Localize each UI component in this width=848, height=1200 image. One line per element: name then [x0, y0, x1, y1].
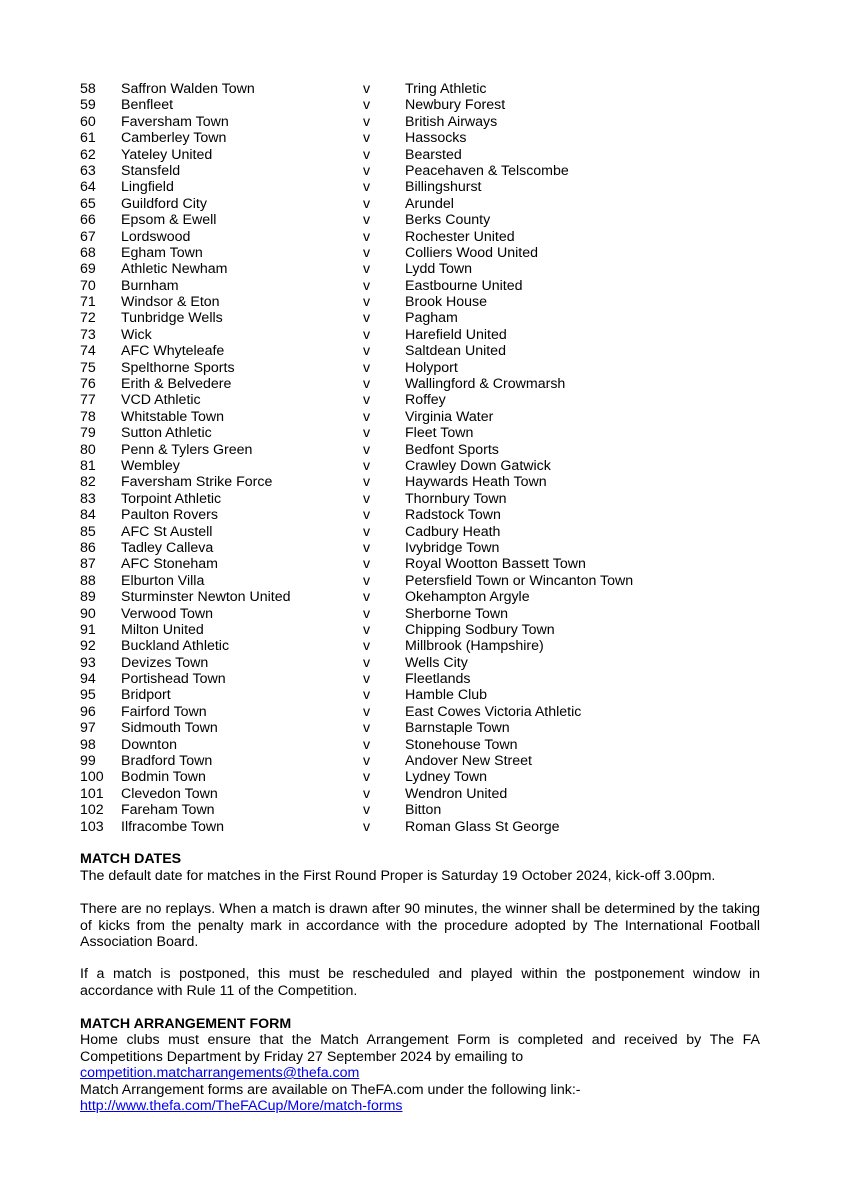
- fixtures-list: [80, 81, 780, 835]
- away-team: Fleet Town: [405, 425, 474, 442]
- home-team: Bradford Town: [121, 753, 213, 770]
- home-team: AFC Whyteleafe: [121, 343, 225, 360]
- versus-label: v: [363, 523, 371, 540]
- versus-label: v: [363, 294, 371, 311]
- fixture-number: 100: [80, 769, 104, 786]
- fixture-number: 97: [80, 720, 96, 737]
- versus-label: v: [363, 769, 371, 786]
- fixture-number: 89: [80, 589, 96, 606]
- versus-label: v: [363, 802, 371, 819]
- fixture-row: [80, 327, 780, 343]
- fixture-row: [80, 409, 780, 425]
- fixture-number: 83: [80, 490, 96, 507]
- away-team: Stonehouse Town: [405, 736, 518, 753]
- versus-label: v: [363, 97, 371, 114]
- versus-label: v: [363, 228, 371, 245]
- competition-email-link[interactable]: competition.matcharrangements@thefa.com: [80, 1065, 360, 1081]
- versus-label: v: [363, 589, 371, 606]
- versus-label: v: [363, 441, 371, 458]
- away-team: Haywards Heath Town: [405, 474, 547, 491]
- fixture-number: 82: [80, 474, 96, 491]
- away-team: Saltdean United: [405, 343, 506, 360]
- fixture-row: [80, 753, 780, 769]
- versus-label: v: [363, 720, 371, 737]
- fixture-number: 102: [80, 802, 104, 819]
- home-team: Spelthorne Sports: [121, 359, 235, 376]
- home-team: AFC St Austell: [121, 523, 213, 540]
- fixture-row: [80, 687, 780, 703]
- versus-label: v: [363, 457, 371, 474]
- away-team: Arundel: [405, 195, 454, 212]
- away-team: Rochester United: [405, 228, 515, 245]
- match-dates-heading: MATCH DATES: [80, 851, 182, 867]
- away-team: Wallingford & Crowmarsh: [405, 376, 566, 393]
- versus-label: v: [363, 736, 371, 753]
- home-team: Fairford Town: [121, 703, 207, 720]
- fixture-number: 103: [80, 818, 104, 835]
- away-team: Petersfield Town or Wincanton Town: [405, 572, 634, 589]
- fixture-number: 71: [80, 294, 96, 311]
- away-team: Roman Glass St George: [405, 818, 560, 835]
- home-team: Saffron Walden Town: [121, 81, 255, 97]
- fixture-row: [80, 179, 780, 195]
- home-team: Stansfeld: [121, 162, 181, 179]
- fixture-row: [80, 573, 780, 589]
- home-team: Sidmouth Town: [121, 720, 218, 737]
- fixture-number: 58: [80, 81, 96, 97]
- versus-label: v: [363, 621, 371, 638]
- away-team: Roffey: [405, 392, 446, 409]
- away-team: Billingshurst: [405, 179, 482, 196]
- versus-label: v: [363, 654, 371, 671]
- fixture-number: 98: [80, 736, 96, 753]
- fixture-number: 95: [80, 687, 96, 704]
- away-team: Barnstaple Town: [405, 720, 510, 737]
- home-team: Wembley: [121, 457, 180, 474]
- away-team: Crawley Down Gatwick: [405, 457, 551, 474]
- home-team: Sturminster Newton United: [121, 589, 291, 606]
- home-team: Buckland Athletic: [121, 638, 230, 655]
- away-team: Lydd Town: [405, 261, 473, 278]
- away-team: Bearsted: [405, 146, 462, 163]
- fixture-number: 87: [80, 556, 96, 573]
- fixture-row: [80, 310, 780, 326]
- home-team: Burnham: [121, 277, 179, 294]
- versus-label: v: [363, 507, 371, 524]
- away-team: Virginia Water: [405, 408, 494, 425]
- fixture-row: [80, 442, 780, 458]
- home-team: Lordswood: [121, 228, 191, 245]
- fixture-row: [80, 507, 780, 523]
- versus-label: v: [363, 277, 371, 294]
- fixture-number: 60: [80, 113, 96, 130]
- away-team: Berks County: [405, 212, 491, 229]
- home-team: Tadley Calleva: [121, 539, 214, 556]
- away-team: Andover New Street: [405, 753, 532, 770]
- home-team: Athletic Newham: [121, 261, 228, 278]
- fixture-row: [80, 163, 780, 179]
- away-team: British Airways: [405, 113, 498, 130]
- versus-label: v: [363, 474, 371, 491]
- match-dates-paragraph-2: There are no replays. When a match is drawn after 90 minutes, the winner shall be determined by the taking of kicks from the penalty mark in accordance with the procedure adopted by The International Football Association Board.: [80, 901, 760, 950]
- fixture-number: 66: [80, 212, 96, 229]
- fixture-number: 73: [80, 326, 96, 343]
- home-team: Clevedon Town: [121, 785, 218, 802]
- home-team: Elburton Villa: [121, 572, 205, 589]
- fixture-row: [80, 278, 780, 294]
- fixture-number: 65: [80, 195, 96, 212]
- home-team: Tunbridge Wells: [121, 310, 223, 327]
- fixture-row: [80, 245, 780, 261]
- versus-label: v: [363, 539, 371, 556]
- home-team: Devizes Town: [121, 654, 209, 671]
- home-team: VCD Athletic: [121, 392, 201, 409]
- away-team: Wells City: [405, 654, 468, 671]
- fixture-number: 76: [80, 376, 96, 393]
- home-team: Verwood Town: [121, 605, 214, 622]
- away-team: Hassocks: [405, 130, 467, 147]
- fixture-row: [80, 343, 780, 359]
- away-team: Bitton: [405, 802, 442, 819]
- fixture-row: [80, 704, 780, 720]
- fixture-row: [80, 802, 780, 818]
- versus-label: v: [363, 425, 371, 442]
- fixture-row: [80, 769, 780, 785]
- email-link-line: [80, 1065, 760, 1082]
- versus-label: v: [363, 326, 371, 343]
- fixture-number: 90: [80, 605, 96, 622]
- home-team: Paulton Rovers: [121, 507, 218, 524]
- home-team: Windsor & Eton: [121, 294, 220, 311]
- fixture-number: 99: [80, 753, 96, 770]
- home-team: Benfleet: [121, 97, 174, 114]
- fixture-number: 84: [80, 507, 96, 524]
- fixture-row: [80, 229, 780, 245]
- versus-label: v: [363, 572, 371, 589]
- away-team: Eastbourne United: [405, 277, 523, 294]
- away-team: Pagham: [405, 310, 458, 327]
- fixture-number: 85: [80, 523, 96, 540]
- away-team: Lydney Town: [405, 769, 488, 786]
- match-dates-paragraph-1: The default date for matches in the First Round Proper is Saturday 19 October 2024, kick-off 3.00pm.: [80, 868, 716, 884]
- versus-label: v: [363, 261, 371, 278]
- home-team: AFC Stoneham: [121, 556, 218, 573]
- away-team: Brook House: [405, 294, 488, 311]
- fixture-number: 79: [80, 425, 96, 442]
- home-team: Ilfracombe Town: [121, 818, 225, 835]
- home-team: Wick: [121, 326, 152, 343]
- fixture-number: 59: [80, 97, 96, 114]
- fixture-number: 69: [80, 261, 96, 278]
- fixture-number: 68: [80, 244, 96, 261]
- versus-label: v: [363, 130, 371, 147]
- match-arrangement-heading: MATCH ARRANGEMENT FORM: [80, 1016, 292, 1032]
- match-arrangement-paragraph-1: Home clubs must ensure that the Match Arrangement Form is completed and received by The FA Competitions Department by Friday 27 September 2024 by emailing to: [80, 1032, 760, 1065]
- versus-label: v: [363, 818, 371, 835]
- fixture-row: [80, 294, 780, 310]
- away-team: Okehampton Argyle: [405, 589, 530, 606]
- home-team: Whitstable Town: [121, 408, 225, 425]
- versus-label: v: [363, 244, 371, 261]
- away-team: Bedfont Sports: [405, 441, 499, 458]
- match-arrangement-paragraph-2: Match Arrangement forms are available on TheFA.com under the following link:-: [80, 1082, 581, 1098]
- home-team: Guildford City: [121, 195, 207, 212]
- versus-label: v: [363, 343, 371, 360]
- home-team: Milton United: [121, 621, 204, 638]
- versus-label: v: [363, 376, 371, 393]
- fixture-number: 101: [80, 785, 104, 802]
- fixture-row: [80, 376, 780, 392]
- fixture-number: 78: [80, 408, 96, 425]
- away-team: Thornbury Town: [405, 490, 507, 507]
- away-team: Hamble Club: [405, 687, 488, 704]
- home-team: Egham Town: [121, 244, 203, 261]
- away-team: Holyport: [405, 359, 458, 376]
- fixture-row: [80, 540, 780, 556]
- home-team: Yateley United: [121, 146, 213, 163]
- home-team: Bodmin Town: [121, 769, 206, 786]
- match-dates-paragraph-3: If a match is postponed, this must be rescheduled and played within the postponement window in accordance with Rule 11 of the Competition.: [80, 966, 760, 999]
- fixture-number: 88: [80, 572, 96, 589]
- fixture-number: 64: [80, 179, 96, 196]
- fixture-row: [80, 638, 780, 654]
- fixture-number: 67: [80, 228, 96, 245]
- fixture-row: [80, 114, 780, 130]
- away-team: Millbrook (Hampshire): [405, 638, 544, 655]
- fixture-number: 61: [80, 130, 96, 147]
- home-team: Camberley Town: [121, 130, 227, 147]
- home-team: Downton: [121, 736, 177, 753]
- fixture-number: 75: [80, 359, 96, 376]
- fixture-number: 96: [80, 703, 96, 720]
- fixture-number: 63: [80, 162, 96, 179]
- fixture-row: [80, 720, 780, 736]
- versus-label: v: [363, 687, 371, 704]
- fixture-row: [80, 97, 780, 113]
- fixture-row: [80, 556, 780, 572]
- fixture-row: [80, 671, 780, 687]
- home-team: Epsom & Ewell: [121, 212, 217, 229]
- fixture-row: [80, 147, 780, 163]
- home-team: Erith & Belvedere: [121, 376, 232, 393]
- fixture-row: [80, 458, 780, 474]
- away-team: Ivybridge Town: [405, 539, 500, 556]
- fixture-row: [80, 737, 780, 753]
- fixture-number: 72: [80, 310, 96, 327]
- away-team: Newbury Forest: [405, 97, 506, 114]
- versus-label: v: [363, 212, 371, 229]
- fixture-number: 94: [80, 671, 96, 688]
- fixture-row: [80, 130, 780, 146]
- versus-label: v: [363, 785, 371, 802]
- away-team: Harefield United: [405, 326, 507, 343]
- fixture-row: [80, 606, 780, 622]
- fixture-row: [80, 261, 780, 277]
- home-team: Faversham Town: [121, 113, 229, 130]
- versus-label: v: [363, 162, 371, 179]
- versus-label: v: [363, 195, 371, 212]
- fixture-row: [80, 81, 780, 97]
- versus-label: v: [363, 392, 371, 409]
- fixture-number: 80: [80, 441, 96, 458]
- away-team: East Cowes Victoria Athletic: [405, 703, 582, 720]
- versus-label: v: [363, 179, 371, 196]
- away-team: Tring Athletic: [405, 81, 487, 97]
- home-team: Fareham Town: [121, 802, 215, 819]
- away-team: Peacehaven & Telscombe: [405, 162, 569, 179]
- away-team: Colliers Wood United: [405, 244, 539, 261]
- fixture-number: 81: [80, 457, 96, 474]
- match-forms-link[interactable]: http://www.thefa.com/TheFACup/More/match-forms: [80, 1098, 403, 1114]
- fixture-row: [80, 622, 780, 638]
- fixture-row: [80, 360, 780, 376]
- versus-label: v: [363, 753, 371, 770]
- fixture-row: [80, 524, 780, 540]
- fixture-number: 93: [80, 654, 96, 671]
- fixture-number: 77: [80, 392, 96, 409]
- fixture-row: [80, 212, 780, 228]
- versus-label: v: [363, 310, 371, 327]
- versus-label: v: [363, 113, 371, 130]
- away-team: Royal Wootton Bassett Town: [405, 556, 586, 573]
- fixture-row: [80, 819, 780, 835]
- fixture-number: 70: [80, 277, 96, 294]
- away-team: Fleetlands: [405, 671, 471, 688]
- fixture-row: [80, 392, 780, 408]
- fixture-row: [80, 491, 780, 507]
- versus-label: v: [363, 81, 371, 97]
- away-team: Wendron United: [405, 785, 508, 802]
- versus-label: v: [363, 146, 371, 163]
- match-forms-link-line: [80, 1098, 760, 1115]
- away-team: Radstock Town: [405, 507, 501, 524]
- fixture-number: 62: [80, 146, 96, 163]
- home-team: Torpoint Athletic: [121, 490, 222, 507]
- versus-label: v: [363, 703, 371, 720]
- home-team: Sutton Athletic: [121, 425, 212, 442]
- fixture-number: 91: [80, 621, 96, 638]
- away-team: Cadbury Heath: [405, 523, 501, 540]
- fixture-number: 92: [80, 638, 96, 655]
- versus-label: v: [363, 605, 371, 622]
- versus-label: v: [363, 638, 371, 655]
- versus-label: v: [363, 556, 371, 573]
- fixture-number: 74: [80, 343, 96, 360]
- fixture-row: [80, 589, 780, 605]
- away-team: Chipping Sodbury Town: [405, 621, 555, 638]
- home-team: Faversham Strike Force: [121, 474, 273, 491]
- home-team: Portishead Town: [121, 671, 226, 688]
- home-team: Lingfield: [121, 179, 174, 196]
- versus-label: v: [363, 671, 371, 688]
- home-team: Penn & Tylers Green: [121, 441, 253, 458]
- fixture-row: [80, 786, 780, 802]
- away-team: Sherborne Town: [405, 605, 509, 622]
- versus-label: v: [363, 490, 371, 507]
- versus-label: v: [363, 359, 371, 376]
- fixture-row: [80, 425, 780, 441]
- fixture-row: [80, 655, 780, 671]
- home-team: Bridport: [121, 687, 171, 704]
- fixture-number: 86: [80, 539, 96, 556]
- versus-label: v: [363, 408, 371, 425]
- fixture-row: [80, 196, 780, 212]
- fixture-row: [80, 474, 780, 490]
